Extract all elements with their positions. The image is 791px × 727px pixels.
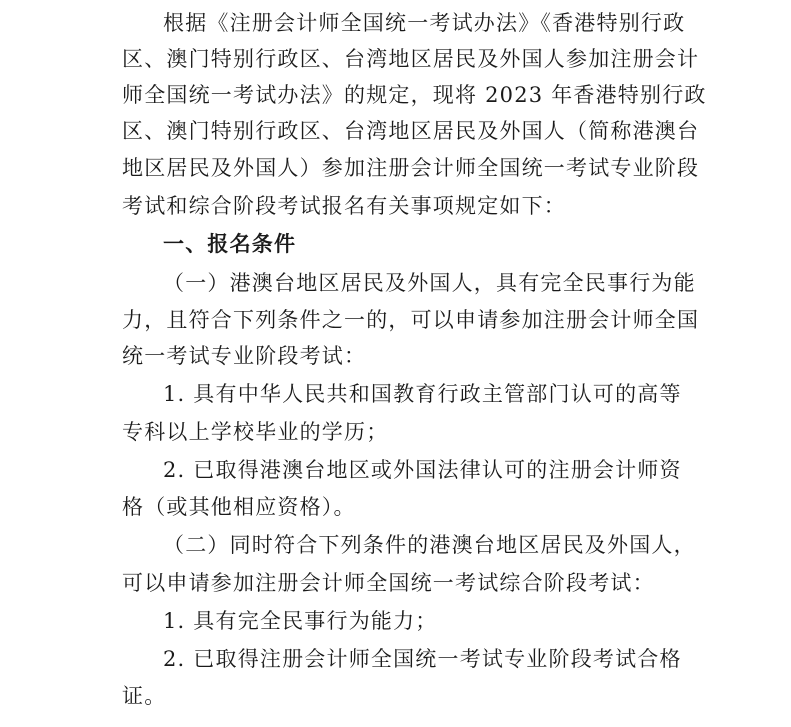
para2-item1-line-1: 1. 具有完全民事行为能力； — [163, 609, 438, 633]
para1-line-3: 统一考试专业阶段考试： — [122, 344, 367, 368]
para2-item2-line-1: 2. 已取得注册会计师全国统一考试专业阶段考试合格 — [163, 647, 682, 671]
intro-line-6: 考试和综合阶段考试报名有关事项规定如下： — [122, 194, 566, 218]
intro-line-3: 师全国统一考试办法》的规定，现将 2023 年香港特别行政 — [122, 83, 707, 107]
section-heading: 一、报名条件 — [163, 232, 297, 256]
para1-item2-line-1: 2. 已取得港澳台地区或外国法律认可的注册会计师资 — [163, 458, 682, 482]
para1-item1-line-1: 1. 具有中华人民共和国教育行政主管部门认可的高等 — [163, 382, 682, 406]
intro-line-2: 区、澳门特别行政区、台湾地区居民及外国人参加注册会计 — [122, 47, 700, 71]
para1-item2-line-2: 格（或其他相应资格）。 — [122, 495, 356, 519]
para2-line-2: 可以申请参加注册会计师全国统一考试综合阶段考试： — [122, 571, 655, 595]
intro-line-5: 地区居民及外国人）参加注册会计师全国统一考试专业阶段 — [122, 156, 700, 180]
para2-item2-line-2: 证。 — [122, 684, 167, 708]
intro-line-4: 区、澳门特别行政区、台湾地区居民及外国人（简称港澳台 — [122, 119, 700, 143]
para1-line-2: 力，且符合下列条件之一的，可以申请参加注册会计师全国 — [122, 308, 700, 332]
para1-line-1: （一）港澳台地区居民及外国人，具有完全民事行为能 — [163, 271, 696, 295]
intro-line-1: 根据《注册会计师全国统一考试办法》《香港特别行政 — [163, 11, 686, 35]
para2-line-1: （二）同时符合下列条件的港澳台地区居民及外国人， — [163, 533, 696, 557]
para1-item1-line-2: 专科以上学校毕业的学历； — [122, 420, 389, 444]
